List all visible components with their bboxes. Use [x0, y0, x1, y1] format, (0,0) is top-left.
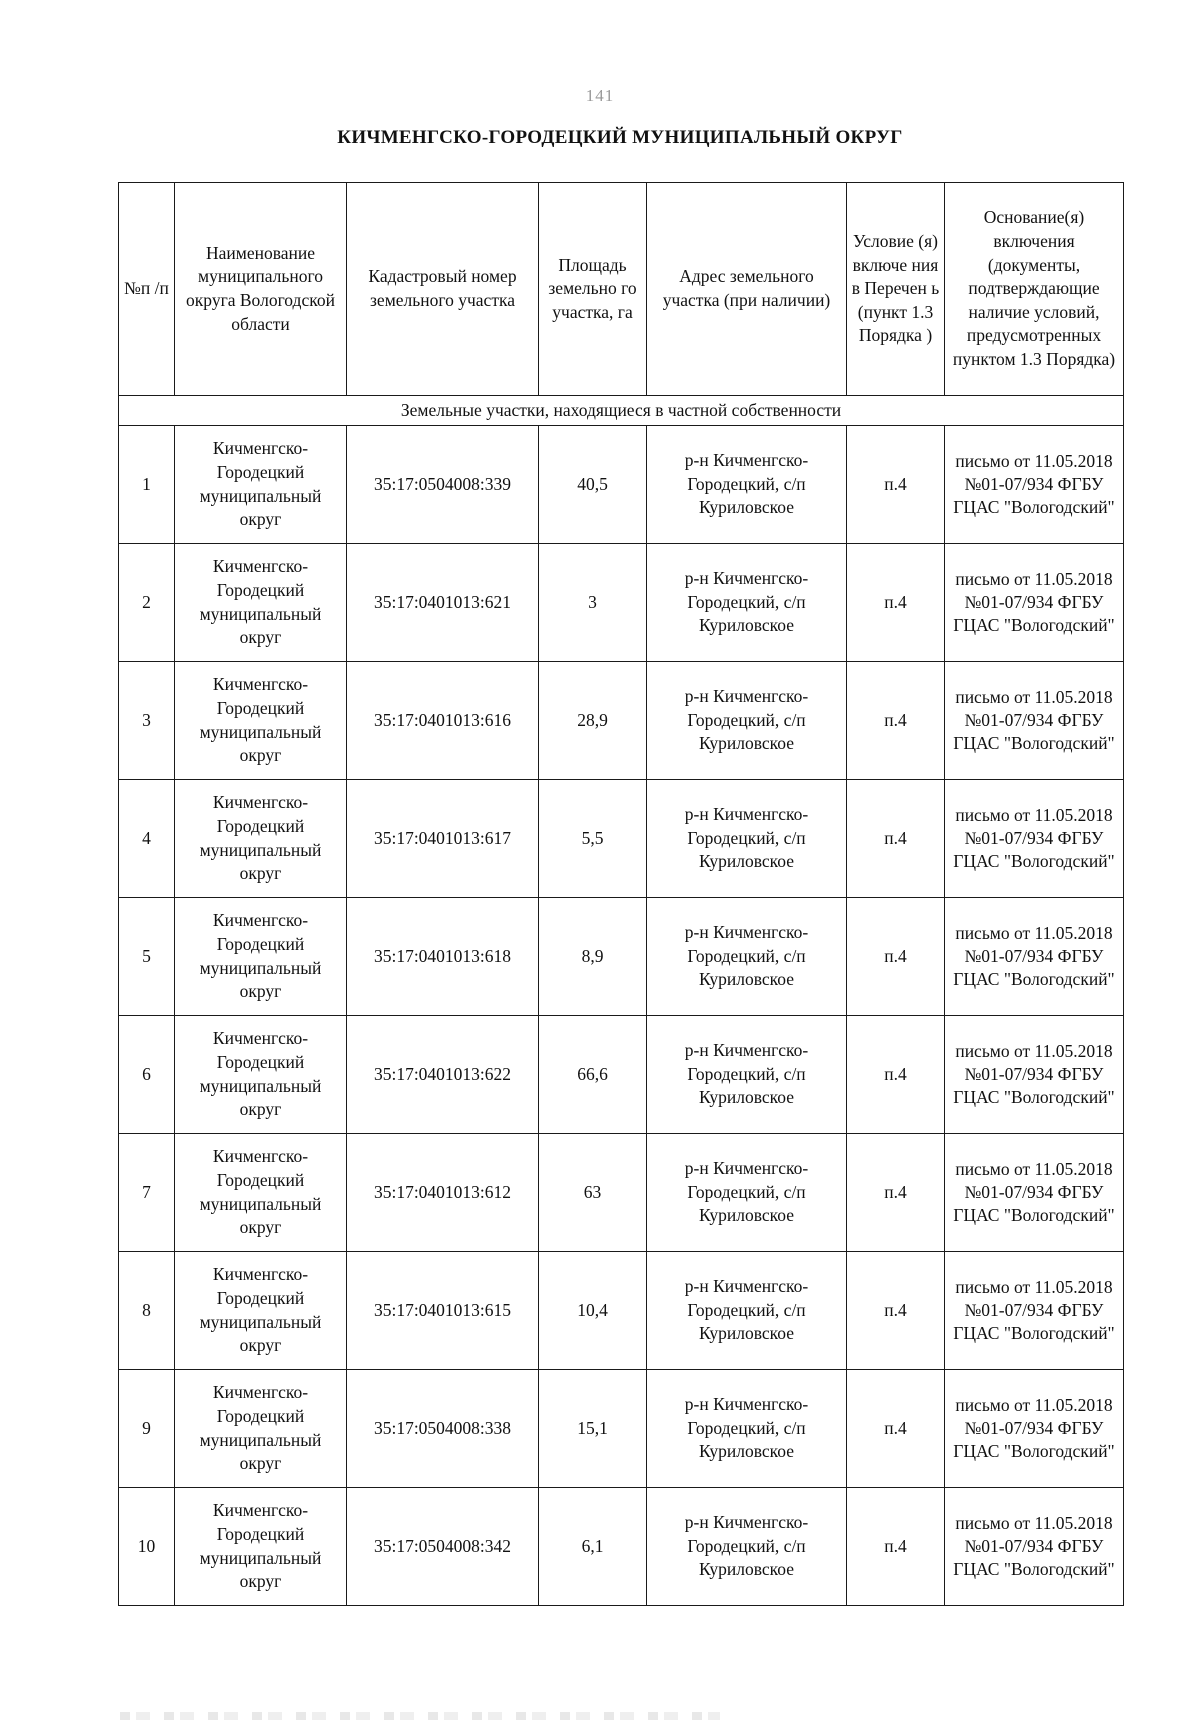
cell-num: 10	[119, 1488, 175, 1606]
cell-cadastral: 35:17:0401013:615	[347, 1252, 539, 1370]
cell-address: р-н Кичменгско-Городецкий, с/п Куриловское	[647, 1134, 847, 1252]
cell-basis: письмо от 11.05.2018 №01-07/934 ФГБУ ГЦАС "Вологодский"	[945, 780, 1124, 898]
cell-condition: п.4	[847, 1488, 945, 1606]
cell-district: Кичменгско-Городецкий муниципальный округ	[175, 1370, 347, 1488]
cell-num: 3	[119, 662, 175, 780]
cell-num: 6	[119, 1016, 175, 1134]
cell-area: 5,5	[539, 780, 647, 898]
cell-district: Кичменгско-Городецкий муниципальный округ	[175, 1488, 347, 1606]
cell-cadastral: 35:17:0401013:622	[347, 1016, 539, 1134]
cell-cadastral: 35:17:0401013:621	[347, 544, 539, 662]
cell-address: р-н Кичменгско-Городецкий, с/п Куриловское	[647, 426, 847, 544]
cell-district: Кичменгско-Городецкий муниципальный округ	[175, 1016, 347, 1134]
cell-address: р-н Кичменгско-Городецкий, с/п Куриловское	[647, 1252, 847, 1370]
cell-address: р-н Кичменгско-Городецкий, с/п Куриловское	[647, 1370, 847, 1488]
cell-num: 1	[119, 426, 175, 544]
table-row	[119, 1488, 1124, 1606]
cell-num: 8	[119, 1252, 175, 1370]
table-row	[119, 426, 1124, 544]
header-condition: Условие (я) включе ния в Перечен ь (пункт 1.3 Порядка )	[847, 183, 945, 396]
cell-area: 66,6	[539, 1016, 647, 1134]
cell-district: Кичменгско-Городецкий муниципальный округ	[175, 1252, 347, 1370]
scan-artifact	[120, 1712, 720, 1720]
cell-basis: письмо от 11.05.2018 №01-07/934 ФГБУ ГЦАС "Вологодский"	[945, 898, 1124, 1016]
cell-address: р-н Кичменгско-Городецкий, с/п Куриловское	[647, 1016, 847, 1134]
document-title: КИЧМЕНГСКО-ГОРОДЕЦКИЙ МУНИЦИПАЛЬНЫЙ ОКРУГ	[337, 127, 903, 148]
section-label: Земельные участки, находящиеся в частной собственности	[119, 396, 1124, 426]
page-number: 141	[585, 86, 615, 105]
cell-num: 5	[119, 898, 175, 1016]
cell-basis: письмо от 11.05.2018 №01-07/934 ФГБУ ГЦАС "Вологодский"	[945, 1134, 1124, 1252]
table-header-row	[119, 183, 1124, 396]
cell-address: р-н Кичменгско-Городецкий, с/п Куриловское	[647, 1488, 847, 1606]
table-row	[119, 780, 1124, 898]
table-row	[119, 1134, 1124, 1252]
cell-district: Кичменгско-Городецкий муниципальный округ	[175, 898, 347, 1016]
cell-address: р-н Кичменгско-Городецкий, с/п Куриловское	[647, 662, 847, 780]
cell-basis: письмо от 11.05.2018 №01-07/934 ФГБУ ГЦАС "Вологодский"	[945, 544, 1124, 662]
cell-cadastral: 35:17:0504008:342	[347, 1488, 539, 1606]
cell-num: 7	[119, 1134, 175, 1252]
cell-area: 15,1	[539, 1370, 647, 1488]
cell-area: 6,1	[539, 1488, 647, 1606]
cell-num: 2	[119, 544, 175, 662]
cell-address: р-н Кичменгско-Городецкий, с/п Куриловское	[647, 780, 847, 898]
cell-address: р-н Кичменгско-Городецкий, с/п Куриловское	[647, 544, 847, 662]
cell-area: 40,5	[539, 426, 647, 544]
cell-basis: письмо от 11.05.2018 №01-07/934 ФГБУ ГЦАС "Вологодский"	[945, 1252, 1124, 1370]
cell-cadastral: 35:17:0504008:339	[347, 426, 539, 544]
cell-basis: письмо от 11.05.2018 №01-07/934 ФГБУ ГЦАС "Вологодский"	[945, 1488, 1124, 1606]
cell-condition: п.4	[847, 426, 945, 544]
cell-num: 4	[119, 780, 175, 898]
header-address: Адрес земельного участка (при наличии)	[647, 183, 847, 396]
header-area: Площадь земельно го участка, га	[539, 183, 647, 396]
cell-condition: п.4	[847, 898, 945, 1016]
table-row	[119, 1016, 1124, 1134]
cell-condition: п.4	[847, 780, 945, 898]
cell-cadastral: 35:17:0401013:612	[347, 1134, 539, 1252]
table-row	[119, 1370, 1124, 1488]
cell-condition: п.4	[847, 1370, 945, 1488]
cell-condition: п.4	[847, 662, 945, 780]
cell-cadastral: 35:17:0401013:618	[347, 898, 539, 1016]
header-district: Наименование муниципального округа Вологодской области	[175, 183, 347, 396]
cell-num: 9	[119, 1370, 175, 1488]
header-num: №п /п	[119, 183, 175, 396]
table-row	[119, 544, 1124, 662]
cell-district: Кичменгско-Городецкий муниципальный округ	[175, 780, 347, 898]
cell-condition: п.4	[847, 1134, 945, 1252]
cell-area: 63	[539, 1134, 647, 1252]
cell-cadastral: 35:17:0504008:338	[347, 1370, 539, 1488]
section-row	[119, 396, 1124, 426]
cell-district: Кичменгско-Городецкий муниципальный округ	[175, 662, 347, 780]
table-row	[119, 898, 1124, 1016]
table-row	[119, 1252, 1124, 1370]
land-plots-table	[118, 182, 1124, 1606]
cell-cadastral: 35:17:0401013:616	[347, 662, 539, 780]
cell-area: 10,4	[539, 1252, 647, 1370]
cell-cadastral: 35:17:0401013:617	[347, 780, 539, 898]
cell-condition: п.4	[847, 1252, 945, 1370]
table-row	[119, 662, 1124, 780]
cell-address: р-н Кичменгско-Городецкий, с/п Куриловское	[647, 898, 847, 1016]
cell-district: Кичменгско-Городецкий муниципальный округ	[175, 1134, 347, 1252]
cell-area: 8,9	[539, 898, 647, 1016]
cell-basis: письмо от 11.05.2018 №01-07/934 ФГБУ ГЦАС "Вологодский"	[945, 662, 1124, 780]
header-basis: Основание(я) включения (документы, подтверждающие наличие условий, предусмотренных пунктом 1.3 Порядка)	[945, 183, 1124, 396]
cell-condition: п.4	[847, 544, 945, 662]
header-cadastral: Кадастровый номер земельного участка	[347, 183, 539, 396]
cell-area: 3	[539, 544, 647, 662]
cell-basis: письмо от 11.05.2018 №01-07/934 ФГБУ ГЦАС "Вологодский"	[945, 1016, 1124, 1134]
cell-area: 28,9	[539, 662, 647, 780]
cell-basis: письмо от 11.05.2018 №01-07/934 ФГБУ ГЦАС "Вологодский"	[945, 1370, 1124, 1488]
cell-condition: п.4	[847, 1016, 945, 1134]
cell-district: Кичменгско-Городецкий муниципальный округ	[175, 426, 347, 544]
cell-basis: письмо от 11.05.2018 №01-07/934 ФГБУ ГЦАС "Вологодский"	[945, 426, 1124, 544]
cell-district: Кичменгско-Городецкий муниципальный округ	[175, 544, 347, 662]
